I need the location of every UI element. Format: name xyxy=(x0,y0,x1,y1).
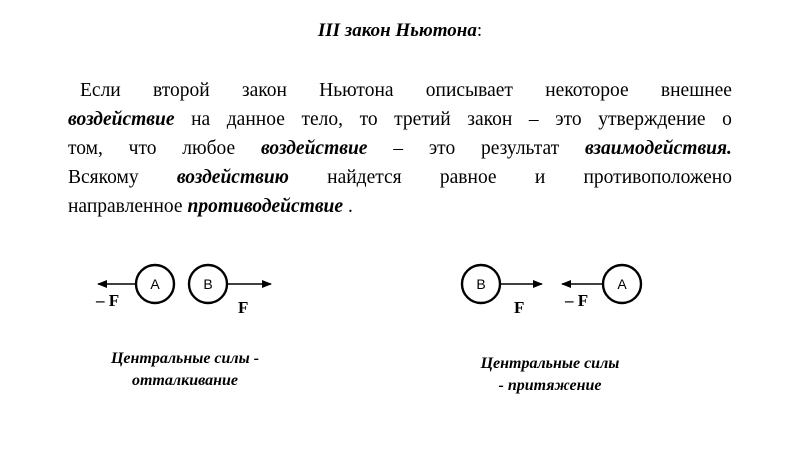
paragraph-line-2 xyxy=(68,105,732,134)
word: это xyxy=(428,138,456,159)
word: равное xyxy=(439,167,497,188)
repulsion-diagram xyxy=(95,265,271,317)
word: любое xyxy=(182,138,236,159)
word: данное xyxy=(226,109,285,130)
emphasized-word: взаимодействия. xyxy=(584,138,732,159)
body-b-label: B xyxy=(476,276,486,292)
word: том, xyxy=(68,138,103,159)
word: Всякому xyxy=(68,167,139,188)
body-a-label: A xyxy=(150,276,160,292)
force-label-minus-f: – F xyxy=(96,291,120,310)
slide-title xyxy=(0,20,800,42)
word: о xyxy=(722,109,732,130)
word: найдется xyxy=(327,167,402,188)
word: закон xyxy=(241,80,287,101)
word: на xyxy=(191,109,211,130)
title-colon: : xyxy=(476,20,483,41)
word: некоторое xyxy=(545,80,629,101)
word: Ньютона xyxy=(319,80,394,101)
attraction-caption-line-2: - притяжение xyxy=(498,377,602,394)
emphasized-word: воздействие xyxy=(260,138,368,159)
word: тело, xyxy=(301,109,343,130)
word: третий xyxy=(394,109,451,130)
attraction-diagram xyxy=(462,265,641,317)
body-a-label: A xyxy=(617,276,627,292)
force-label-minus-f: – F xyxy=(565,291,589,310)
word: противоположено xyxy=(583,167,732,188)
force-label-f: F xyxy=(238,298,249,317)
force-label-f: F xyxy=(514,298,525,317)
repulsion-caption-line-1: Центральные силы - xyxy=(110,350,260,367)
word: это xyxy=(555,109,582,130)
attraction-caption-line-1: Центральные силы xyxy=(480,355,620,372)
paragraph-line-5 xyxy=(68,192,732,221)
word: – xyxy=(393,138,404,159)
word: – xyxy=(528,109,539,130)
body-b-label: B xyxy=(203,276,213,292)
title-text: III закон Ньютона xyxy=(317,20,477,41)
word: направленное xyxy=(68,196,183,217)
emphasized-word: воздействие xyxy=(68,109,175,130)
word: результат xyxy=(481,138,560,159)
word: второй xyxy=(152,80,210,101)
attraction-caption xyxy=(440,353,660,397)
emphasized-word: воздействию xyxy=(176,167,289,188)
repulsion-caption-line-2: отталкивание xyxy=(131,372,239,389)
word: утверждение xyxy=(598,109,706,130)
repulsion-caption xyxy=(75,348,295,392)
emphasized-word: противодействие xyxy=(187,196,344,217)
paragraph-line-4 xyxy=(68,163,732,192)
word: то xyxy=(359,109,378,130)
word: . xyxy=(348,196,353,217)
law-description xyxy=(68,76,732,221)
paragraph-line-1 xyxy=(68,76,732,105)
word: внешнее xyxy=(660,80,732,101)
word: закон xyxy=(467,109,513,130)
word: Если xyxy=(80,80,121,101)
forces-diagram xyxy=(0,250,800,330)
paragraph-line-3 xyxy=(68,134,732,163)
word: и xyxy=(534,167,546,188)
word: описывает xyxy=(425,80,513,101)
word: что xyxy=(128,138,157,159)
